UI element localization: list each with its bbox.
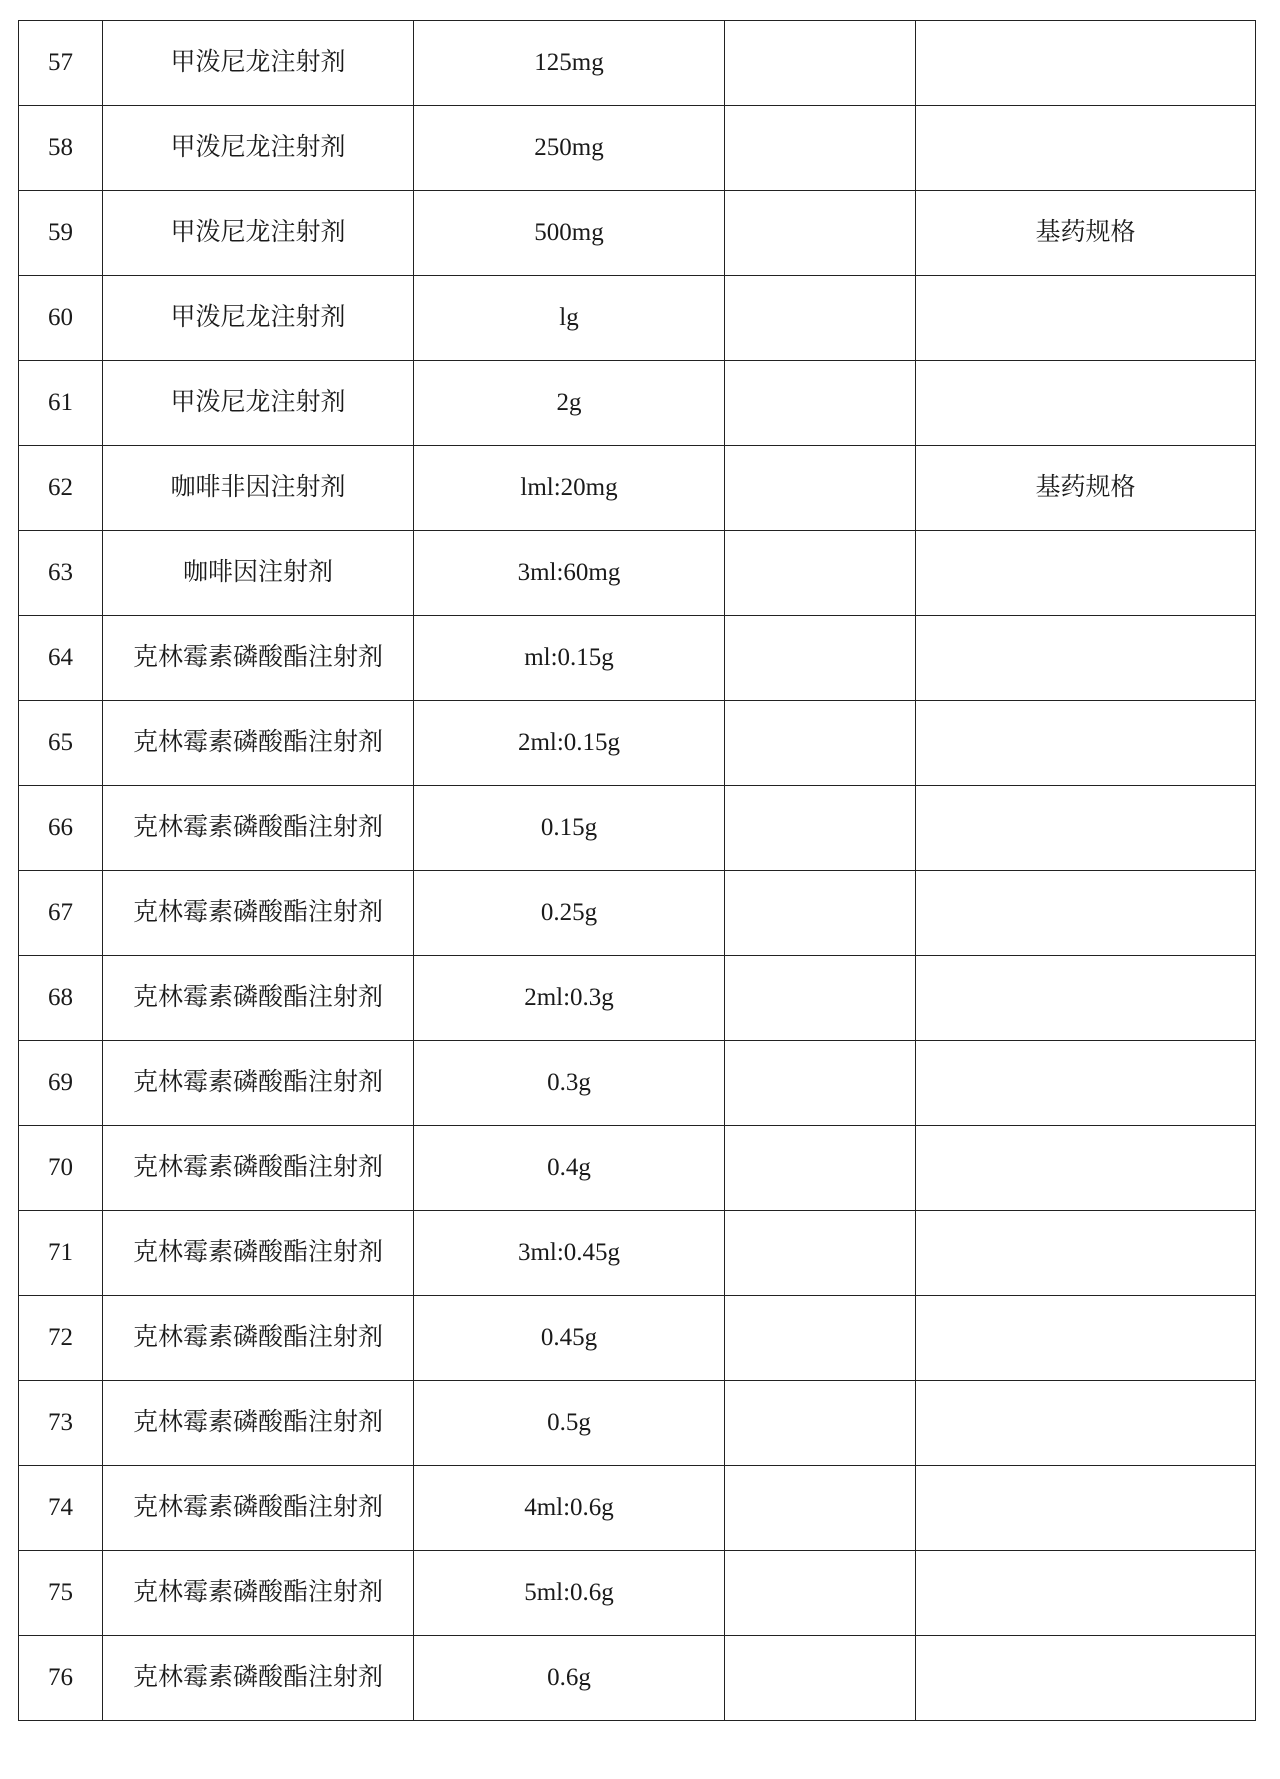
remark-cell — [916, 106, 1256, 191]
drug-name: 克林霉素磷酸酯注射剂 — [103, 1211, 414, 1296]
drug-spec: ml:0.15g — [414, 616, 725, 701]
blank-cell — [725, 106, 916, 191]
table-body — [19, 21, 1256, 1721]
table-row — [19, 1296, 1256, 1381]
remark-cell — [916, 21, 1256, 106]
remark-cell — [916, 616, 1256, 701]
drug-name: 甲泼尼龙注射剂 — [103, 191, 414, 276]
drug-spec: 0.15g — [414, 786, 725, 871]
row-number: 59 — [19, 191, 103, 276]
blank-cell — [725, 1126, 916, 1211]
remark-cell — [916, 701, 1256, 786]
row-number: 65 — [19, 701, 103, 786]
drug-name: 甲泼尼龙注射剂 — [103, 21, 414, 106]
drug-spec: 4ml:0.6g — [414, 1466, 725, 1551]
drug-spec: 5ml:0.6g — [414, 1551, 725, 1636]
table-row — [19, 191, 1256, 276]
table-row — [19, 1211, 1256, 1296]
drug-name: 克林霉素磷酸酯注射剂 — [103, 1126, 414, 1211]
document-page — [18, 20, 1255, 1721]
row-number: 67 — [19, 871, 103, 956]
blank-cell — [725, 1041, 916, 1126]
table-row — [19, 21, 1256, 106]
drug-spec: lml:20mg — [414, 446, 725, 531]
drug-name: 克林霉素磷酸酯注射剂 — [103, 1551, 414, 1636]
table-row — [19, 446, 1256, 531]
table-row — [19, 956, 1256, 1041]
drug-spec: lg — [414, 276, 725, 361]
row-number: 62 — [19, 446, 103, 531]
drug-spec: 0.6g — [414, 1636, 725, 1721]
drug-name: 甲泼尼龙注射剂 — [103, 276, 414, 361]
table-row — [19, 1466, 1256, 1551]
drug-spec: 3ml:0.45g — [414, 1211, 725, 1296]
remark-cell — [916, 361, 1256, 446]
blank-cell — [725, 446, 916, 531]
row-number: 63 — [19, 531, 103, 616]
table-row — [19, 616, 1256, 701]
table-row — [19, 361, 1256, 446]
remark-cell — [916, 531, 1256, 616]
drug-spec: 0.5g — [414, 1381, 725, 1466]
blank-cell — [725, 276, 916, 361]
drug-spec: 125mg — [414, 21, 725, 106]
blank-cell — [725, 1211, 916, 1296]
table-row — [19, 1126, 1256, 1211]
drug-spec-table — [18, 20, 1256, 1721]
table-row — [19, 786, 1256, 871]
remark-cell — [916, 1636, 1256, 1721]
blank-cell — [725, 956, 916, 1041]
remark-cell — [916, 276, 1256, 361]
remark-cell — [916, 786, 1256, 871]
row-number: 75 — [19, 1551, 103, 1636]
drug-name: 咖啡因注射剂 — [103, 531, 414, 616]
drug-spec: 2ml:0.3g — [414, 956, 725, 1041]
blank-cell — [725, 1381, 916, 1466]
table-row — [19, 1636, 1256, 1721]
remark-cell — [916, 1381, 1256, 1466]
remark-cell — [916, 1296, 1256, 1381]
drug-name: 克林霉素磷酸酯注射剂 — [103, 1466, 414, 1551]
blank-cell — [725, 531, 916, 616]
table-row — [19, 276, 1256, 361]
remark-cell — [916, 1466, 1256, 1551]
drug-name: 克林霉素磷酸酯注射剂 — [103, 1041, 414, 1126]
drug-name: 克林霉素磷酸酯注射剂 — [103, 1296, 414, 1381]
row-number: 69 — [19, 1041, 103, 1126]
table-row — [19, 1041, 1256, 1126]
row-number: 58 — [19, 106, 103, 191]
drug-name: 甲泼尼龙注射剂 — [103, 361, 414, 446]
remark-cell — [916, 1126, 1256, 1211]
row-number: 68 — [19, 956, 103, 1041]
blank-cell — [725, 1466, 916, 1551]
table-row — [19, 701, 1256, 786]
drug-spec: 0.3g — [414, 1041, 725, 1126]
row-number: 57 — [19, 21, 103, 106]
row-number: 71 — [19, 1211, 103, 1296]
drug-name: 克林霉素磷酸酯注射剂 — [103, 871, 414, 956]
drug-spec: 0.25g — [414, 871, 725, 956]
drug-spec: 0.45g — [414, 1296, 725, 1381]
row-number: 60 — [19, 276, 103, 361]
blank-cell — [725, 871, 916, 956]
table-row — [19, 531, 1256, 616]
row-number: 73 — [19, 1381, 103, 1466]
remark-cell — [916, 1041, 1256, 1126]
row-number: 72 — [19, 1296, 103, 1381]
remark-cell: 基药规格 — [916, 191, 1256, 276]
row-number: 64 — [19, 616, 103, 701]
drug-name: 克林霉素磷酸酯注射剂 — [103, 1636, 414, 1721]
table-row — [19, 1551, 1256, 1636]
drug-spec: 3ml:60mg — [414, 531, 725, 616]
drug-name: 克林霉素磷酸酯注射剂 — [103, 956, 414, 1041]
drug-spec: 500mg — [414, 191, 725, 276]
blank-cell — [725, 786, 916, 871]
drug-spec: 250mg — [414, 106, 725, 191]
row-number: 70 — [19, 1126, 103, 1211]
blank-cell — [725, 701, 916, 786]
blank-cell — [725, 1636, 916, 1721]
remark-cell — [916, 956, 1256, 1041]
table-row — [19, 106, 1256, 191]
blank-cell — [725, 616, 916, 701]
drug-name: 咖啡非因注射剂 — [103, 446, 414, 531]
table-row — [19, 871, 1256, 956]
row-number: 74 — [19, 1466, 103, 1551]
blank-cell — [725, 191, 916, 276]
blank-cell — [725, 1296, 916, 1381]
blank-cell — [725, 1551, 916, 1636]
drug-name: 克林霉素磷酸酯注射剂 — [103, 1381, 414, 1466]
drug-name: 克林霉素磷酸酯注射剂 — [103, 786, 414, 871]
blank-cell — [725, 21, 916, 106]
drug-spec: 0.4g — [414, 1126, 725, 1211]
row-number: 61 — [19, 361, 103, 446]
blank-cell — [725, 361, 916, 446]
drug-name: 克林霉素磷酸酯注射剂 — [103, 616, 414, 701]
table-row — [19, 1381, 1256, 1466]
row-number: 66 — [19, 786, 103, 871]
remark-cell — [916, 1551, 1256, 1636]
remark-cell: 基药规格 — [916, 446, 1256, 531]
drug-spec: 2ml:0.15g — [414, 701, 725, 786]
drug-spec: 2g — [414, 361, 725, 446]
drug-name: 克林霉素磷酸酯注射剂 — [103, 701, 414, 786]
remark-cell — [916, 871, 1256, 956]
remark-cell — [916, 1211, 1256, 1296]
drug-name: 甲泼尼龙注射剂 — [103, 106, 414, 191]
row-number: 76 — [19, 1636, 103, 1721]
